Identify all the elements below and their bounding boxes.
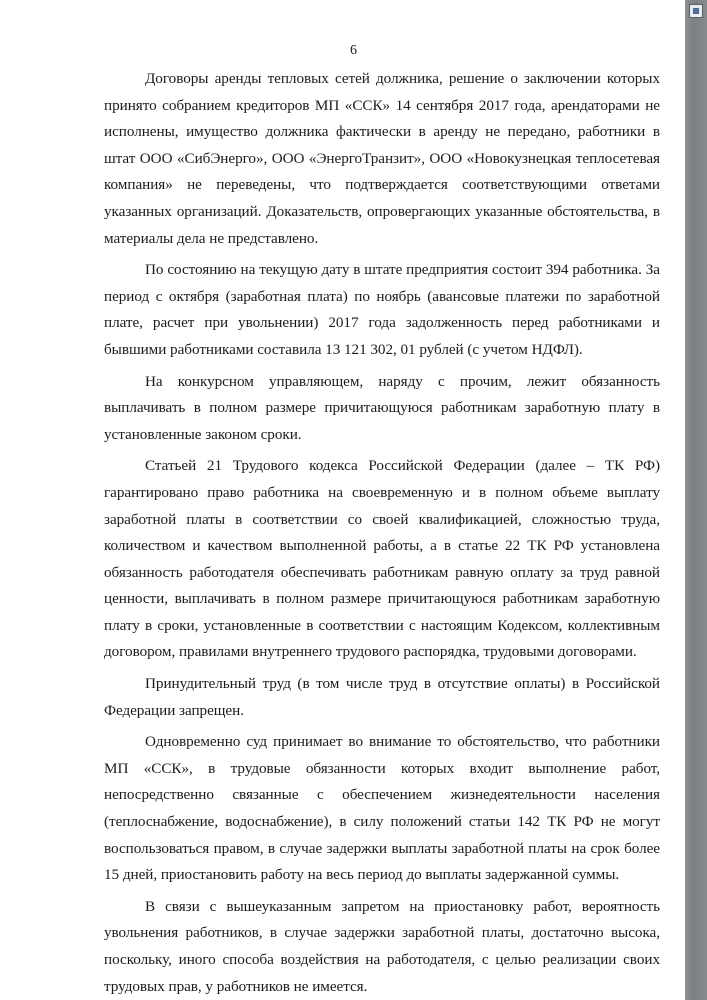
paragraph: Статьей 21 Трудового кодекса Российской Федерации (далее – ТК РФ) гарантировано право работника на своевременную и в полном объеме выплату заработной платы в соответствии со своей квалификацией, сложностью труда, количеством и качеством выполненной работы, а в статье 22 ТК РФ установлена обязанность работодателя обеспечивать работникам равную оплату за труд равной ценности, выплачивать в полном размере причитающуюся работникам заработную плату в сроки, установленные в соответствии с настоящим Кодексом, коллективным договором, правилами внутреннего трудового распорядка, трудовыми договорами. <box>104 457 660 661</box>
paragraph: Одновременно суд принимает во внимание то обстоятельство, что работники МП «ССК», в трудовые обязанности которых входит выполнение работ, непосредственно связанные с обеспечением жизнедеятельности населения (теплоснабжение, водоснабжение), в силу положений статьи 142 ТК РФ не могут воспользоваться правом, в случае задержки выплаты заработной платы на срок более 15 дней, приостановить работу на весь период до выплаты задержанной суммы. <box>104 733 660 884</box>
paragraph: В связи с вышеуказанным запретом на приостановку работ, вероятность увольнения работников, в случае задержки заработной платы, достаточно высока, поскольку, иного способа воздействия на работодателя, с целью реализации своих трудовых прав, у работников не имеется. <box>104 897 660 995</box>
document-stamp-icon <box>689 4 703 18</box>
paragraph: На конкурсном управляющем, наряду с прочим, лежит обязанность выплачивать в полном размере причитающуюся работникам заработную плату в установленные законом сроки. <box>104 372 660 443</box>
paragraph: Договоры аренды тепловых сетей должника, решение о заключении которых принято собранием кредиторов МП «ССК» 14 сентября 2017 года, арендаторами не исполнены, имущество должника фактически в аренду не передано, работники в штат ООО «СибЭнерго», ООО «ЭнергоТранзит», ООО «Новокузнецкая теплосетевая компания» не переведены, что подтверждается соответствующими ответами указанных организаций. Доказательств, опровергающих указанные обстоятельства, в материалы дела не представлено. <box>104 70 660 247</box>
paragraph: Принудительный труд (в том числе труд в отсутствие оплаты) в Российской Федерации запрещен. <box>104 675 660 719</box>
paragraph: По состоянию на текущую дату в штате предприятия состоит 394 работника. За период с октября (заработная плата) по ноябрь (авансовые платежи по заработной плате, расчет при увольнении) 2017 года задолженность перед работниками и бывшими работниками составила 13 121 302, 01 рублей (с учетом НДФЛ). <box>104 261 660 358</box>
electronic-signature-stamp <box>685 0 707 1000</box>
page-number: 6 <box>350 43 357 58</box>
document-body <box>104 66 660 1000</box>
